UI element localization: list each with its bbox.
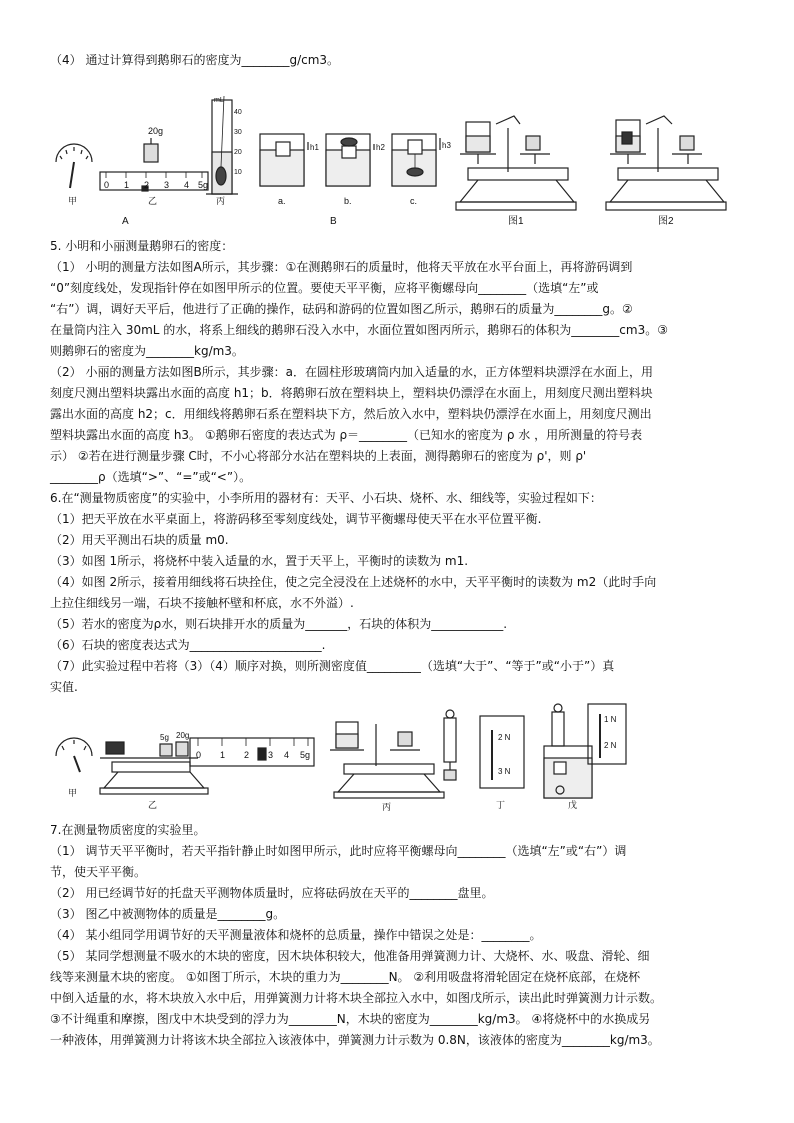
q7-line-3: 节，使天平平衡。	[50, 865, 147, 879]
q7-line-6: （4） 某小组同学用调节好的天平测量液体和烧杯的总质量，操作中错误之处是：________。	[50, 928, 542, 942]
svg-text:1 N: 1 N	[604, 715, 617, 724]
svg-text:c.: c.	[410, 196, 418, 206]
svg-text:0: 0	[104, 180, 110, 190]
q5-line-4: “右”）调，调好天平后，他进行了正确的操作，砝码和游码的位置如图乙所示，鹅卵石的质量为________g。②	[50, 302, 633, 316]
svg-text:2 N: 2 N	[604, 741, 617, 750]
q6-line-6: 上拉住细线另一端，石块不接触杯壁和杯底，水不外溢）.	[50, 596, 354, 610]
q6-line-5: （4）如图 2所示，接着用细线将石块拴住，使之完全浸没在上述烧杯的水中，天平平衡时的读数为 m2（此时手向	[50, 575, 657, 589]
svg-text:5g: 5g	[300, 750, 311, 760]
q5-line-10: 塑料块露出水面的高度 h3。 ①鹅卵石密度的表达式为 ρ＝________（已知水的密度为 ρ 水 ，用所测量的符号表	[50, 428, 643, 442]
q4-line: （4） 通过计算得到鹅卵石的密度为________g/cm3。	[50, 53, 340, 67]
q7-line-1: 7.在测量物质密度的实验里。	[50, 823, 206, 837]
q6-line-8: （6）石块的密度表达式为______________________.	[50, 638, 326, 652]
q5-line-6: 则鹅卵石的密度为________kg/m3。	[50, 344, 244, 358]
q7-line-2: （1） 调节天平平衡时，若天平指针静止时如图甲所示，此时应将平衡螺母向________（选填“左”或“右”）调	[50, 844, 627, 858]
dial-icon	[56, 144, 92, 188]
svg-text:甲: 甲	[68, 788, 78, 798]
svg-text:h1: h1	[310, 143, 319, 152]
q7-line-7: （5） 某同学想测量不吸水的木块的密度，因木块体积较大，他准备用弹簧测力计、大烧杯、水、吸盘、滑轮、细	[50, 949, 650, 963]
q6-line-7: （5）若水的密度为ρ水，则石块排开水的质量为_______，石块的体积为____________.	[50, 617, 508, 631]
svg-text:mL: mL	[214, 97, 224, 104]
q5-line-11: 示） ②若在进行测量步骤 C时，不小心将部分水沾在塑料块的上表面，测得鹅卵石的密度为 ρ'，则 ρ'	[50, 449, 587, 463]
q6-line-10: 实值.	[50, 680, 78, 694]
svg-text:0: 0	[196, 750, 202, 760]
svg-text:图2: 图2	[658, 216, 674, 227]
q5-line-9: 露出水面的高度 h2；c．用细线将鹅卵石系在塑料块下方，然后放入水中，塑料块仍漂浮在水面上，用刻度尺测出	[50, 407, 652, 421]
svg-text:3: 3	[268, 750, 274, 760]
svg-text:2: 2	[244, 750, 250, 760]
q5-line-3: “0”刻度线处，发现指针停在如图甲所示的位置。要使天平平衡，应将平衡螺母向________（选填“左”或	[50, 281, 599, 295]
q7-line-9: 中倒入适量的水，将木块放入水中后，用弹簧测力计将木块全部拉入水中，如图戊所示，读出此时弹簧测力计示数。	[50, 991, 663, 1005]
svg-text:a.: a.	[278, 196, 286, 206]
svg-text:乙: 乙	[148, 800, 158, 810]
svg-text:丁: 丁	[496, 800, 506, 810]
svg-text:1: 1	[124, 180, 130, 190]
figure-top	[48, 92, 768, 234]
svg-text:5g: 5g	[198, 180, 209, 190]
svg-text:2 N: 2 N	[498, 733, 511, 742]
svg-text:2: 2	[144, 180, 150, 190]
q5-line-12: ________ρ（选填“>”、“=”或“<”）。	[50, 470, 252, 484]
q6-line-1: 6.在“测量物质密度”的实验中，小李所用的器材有：天平、小石块、烧杯、水、细线等，实验过程如下：	[50, 491, 602, 505]
q7-line-8: 线等来测量木块的密度。 ①如图丁所示，木块的重力为________N。 ②利用吸盘将滑轮固定在烧杯底部，在烧杯	[50, 970, 641, 984]
q6-line-2: （1）把天平放在水平桌面上，将游码移至零刻度线处，调节平衡螺母使天平在水平位置平衡.	[50, 512, 542, 526]
q6-line-3: （2）用天平测出石块的质量 m0.	[50, 533, 229, 547]
figure-mid	[48, 700, 648, 812]
svg-text:1: 1	[220, 750, 226, 760]
svg-text:甲: 甲	[68, 196, 78, 206]
svg-text:图1: 图1	[508, 216, 524, 227]
q5-line-7: （2） 小丽的测量方法如图B所示，其步骤：a．在圆柱形玻璃筒内加入适量的水，正方体塑料块漂浮在水面上，用	[50, 365, 654, 379]
svg-text:h2: h2	[376, 143, 385, 152]
q5-line-5: 在量筒内注入 30mL 的水，将系上细线的鹅卵石没入水中，水面位置如图丙所示，鹅卵石的体积为________cm3。③	[50, 323, 668, 337]
svg-text:5g: 5g	[160, 733, 169, 742]
svg-text:h3: h3	[442, 141, 451, 150]
svg-text:B: B	[330, 216, 337, 227]
svg-text:20: 20	[234, 149, 242, 156]
q7-line-10: ③不计绳重和摩擦，图戊中木块受到的浮力为________N，木块的密度为________kg/m3。 ④将烧杯中的水换成另	[50, 1012, 651, 1026]
svg-text:乙: 乙	[148, 196, 158, 206]
q6-line-9: （7）此实验过程中若将（3）（4）顺序对换，则所测密度值_________（选填“大于”、“等于”或“小于”）真	[50, 659, 615, 673]
q5-line-8: 刻度尺测出塑料块露出水面的高度 h1；b．将鹅卵石放在塑料块上，塑料块仍漂浮在水面上，用刻度尺测出塑料块	[50, 386, 653, 400]
svg-text:b.: b.	[344, 196, 352, 206]
svg-text:20g: 20g	[148, 126, 164, 136]
svg-text:A: A	[122, 216, 129, 227]
q5-line-1: 5. 小明和小丽测量鹅卵石的密度：	[50, 239, 234, 253]
svg-text:40: 40	[234, 109, 242, 116]
svg-text:20g: 20g	[176, 731, 190, 740]
svg-text:30: 30	[234, 129, 242, 136]
svg-text:4: 4	[184, 180, 190, 190]
svg-text:10: 10	[234, 169, 242, 176]
svg-text:丙: 丙	[382, 802, 392, 812]
svg-text:戊: 戊	[568, 800, 578, 810]
q7-line-11: 一种液体，用弹簧测力计将该木块全部拉入该液体中，弹簧测力计示数为 0.8N，该液体的密度为________kg/m3。	[50, 1033, 660, 1047]
svg-text:3 N: 3 N	[498, 767, 511, 776]
q5-line-2: （1） 小明的测量方法如图A所示，其步骤：①在测鹅卵石的质量时，他将天平放在水平台面上，再将游码调到	[50, 260, 633, 274]
q7-line-5: （3） 图乙中被测物体的质量是________g。	[50, 907, 286, 921]
q7-line-4: （2） 用已经调节好的托盘天平测物体质量时，应将砝码放在天平的________盘里。	[50, 886, 494, 900]
svg-text:3: 3	[164, 180, 170, 190]
q6-line-4: （3）如图 1所示，将烧杯中装入适量的水，置于天平上，平衡时的读数为 m1.	[50, 554, 469, 568]
svg-text:4: 4	[284, 750, 290, 760]
svg-text:丙: 丙	[216, 196, 226, 206]
